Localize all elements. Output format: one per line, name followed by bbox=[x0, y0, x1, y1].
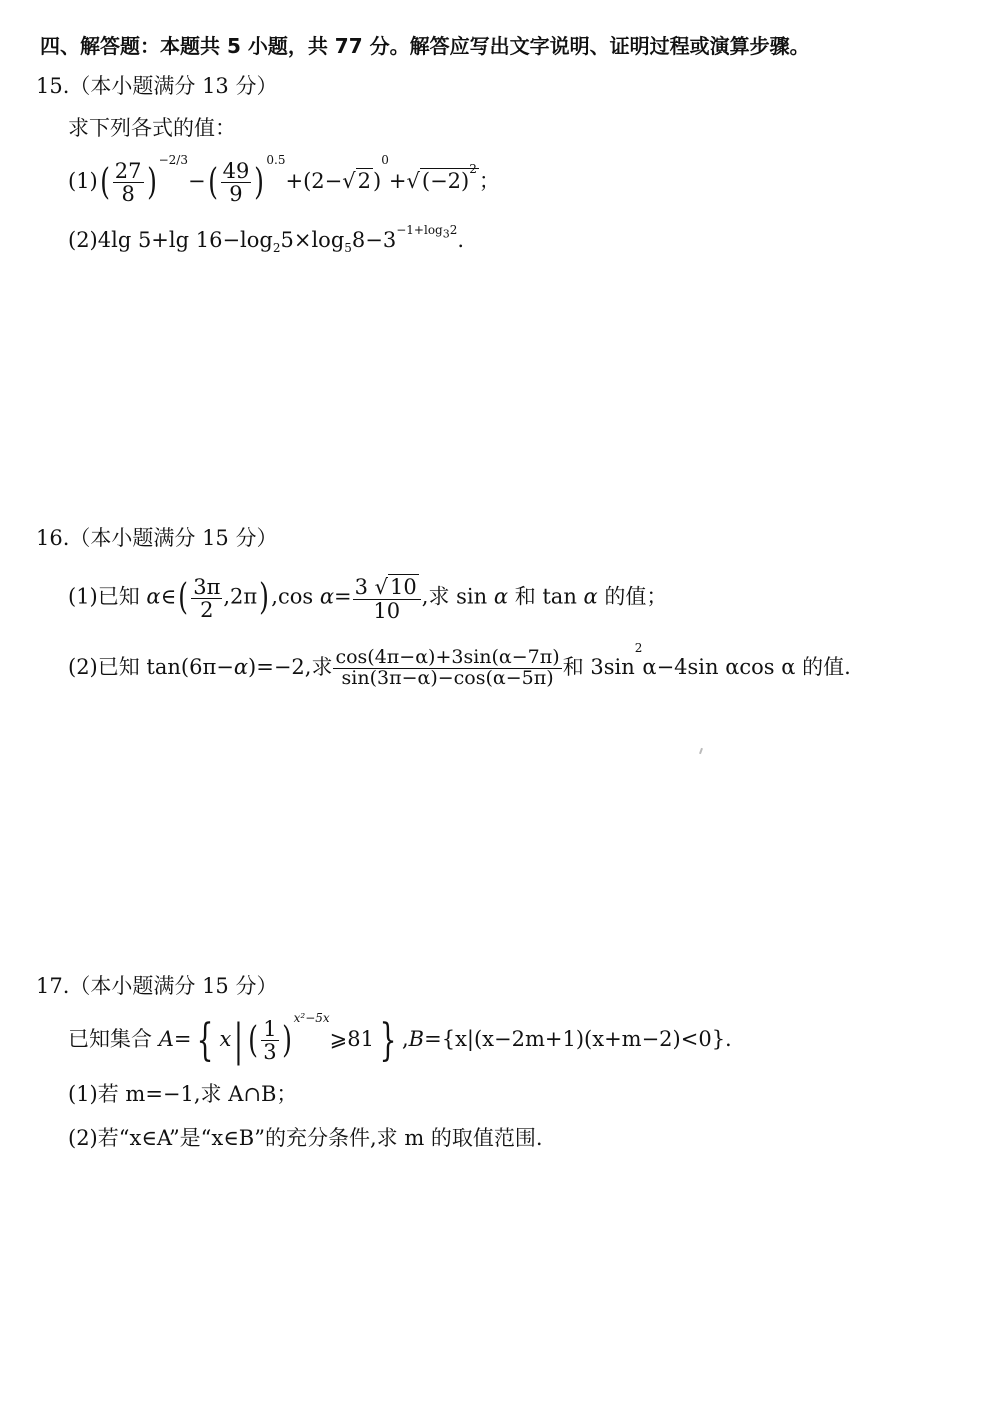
frac-den: 8 bbox=[121, 182, 135, 207]
paren-left: ( bbox=[178, 577, 189, 619]
fraction-trig-expression: $\frac{\cos(4\pi-\alpha)+3\sin(\alpha-7\pi)}{\sin(3\pi-\alpha)-\cos(\alpha-5\pi)}$ bbox=[335, 646, 560, 689]
q17-part2: (2)若“x∈A”是“x∈B”的充分条件,求 m 的取值范围. bbox=[68, 1126, 543, 1150]
paren-right: ) bbox=[281, 1019, 292, 1061]
q16-part2: (2)已知 tan(6π−α)=−2,求 $\frac{\cos(4\pi-\alpha)+3\sin(\alpha-7\pi)}{\sin(3\pi-\alpha)-\cos(\alpha-5\pi)}$ 和 $3\sin^2\alpha-4\sin$ αcos α 的值. bbox=[68, 641, 851, 689]
q15-part1: (1)( $\frac{27}{8}$ )$^{-2/3}$−( $\frac{49}{9}$ )$^{0.5}+(2-√2)^0+√(-2)^2$； bbox=[68, 153, 500, 207]
q17-title: 17.（本小题满分 15 分） bbox=[36, 974, 278, 998]
sqrt-2: 2 bbox=[357, 169, 372, 194]
frac-num: 27 bbox=[114, 159, 142, 183]
q15-title: 15.（本小题满分 13 分） bbox=[36, 74, 278, 98]
brace-right: } bbox=[379, 1014, 397, 1066]
plus-sign: + bbox=[285, 169, 304, 194]
q16-title: 16.（本小题满分 15 分） bbox=[36, 526, 278, 550]
exponent-log-expr: −1+log32 bbox=[396, 223, 458, 241]
section-header: 四、解答题：本题共 5 小题，共 77 分。解答应写出文字说明、证明过程或演算步骤。 bbox=[40, 34, 810, 58]
frac-den: 9 bbox=[229, 182, 243, 207]
fraction-27-8 bbox=[113, 160, 144, 205]
minus-sign: − bbox=[187, 169, 206, 194]
paren-right: ) bbox=[254, 161, 265, 203]
paren-left: ( bbox=[248, 1019, 259, 1061]
set-bar: | bbox=[234, 1014, 244, 1066]
exponent-neg-2-3: −2/3 bbox=[158, 153, 188, 167]
exponent-0-5: 0.5 bbox=[266, 153, 286, 167]
sqrt-neg2-squared: $(-2)^2$ bbox=[421, 162, 477, 194]
paren-left: ( bbox=[207, 161, 218, 203]
fraction-49-9 bbox=[221, 160, 252, 205]
scan-mark bbox=[699, 748, 703, 754]
brace-left: { bbox=[197, 1014, 214, 1066]
fraction-3sqrt10-10: $\frac{3 √10}{10}$ bbox=[353, 574, 421, 622]
q15-part2: (2)4lg 5+lg $16-\log_25\times\log_58-3^{-1+log_32}$. bbox=[68, 223, 465, 256]
exponent-x2-5x: x²−5x bbox=[293, 1011, 330, 1025]
term-2-minus-sqrt2: (2− bbox=[303, 169, 343, 194]
q16-part1: (1)已知 α∈( $\frac{3\pi}{2}$ ,2π) ,cos α= $\frac{3 √10}{10}$ ,求 sin α 和 tan α 的值； bbox=[68, 574, 668, 624]
paren-right: ) bbox=[146, 161, 157, 203]
q15-part2-label: (2) bbox=[68, 228, 98, 252]
q17-definition: 已知集合 A= { x| ( $\frac{1}{3}$ )$^{x^2-5x}$⩾81 } ,B={x|(x−2m+1)(x+m−2)<0}. bbox=[68, 1011, 732, 1066]
exponent-0: 0 bbox=[381, 153, 389, 167]
plus-sign: + bbox=[388, 169, 407, 194]
paren-right: ) bbox=[259, 577, 270, 619]
q15-intro: 求下列各式的值： bbox=[68, 116, 236, 140]
fraction-1-3: $\frac{1}{3}$ bbox=[263, 1017, 277, 1065]
q17-part1: (1)若 m=−1,求 A∩B； bbox=[68, 1082, 298, 1106]
paren-left: ( bbox=[99, 161, 110, 203]
q15-part1-label: (1) bbox=[68, 169, 98, 194]
frac-num: 49 bbox=[222, 159, 250, 183]
fraction-3pi-2: $\frac{3\pi}{2}$ bbox=[193, 574, 221, 622]
